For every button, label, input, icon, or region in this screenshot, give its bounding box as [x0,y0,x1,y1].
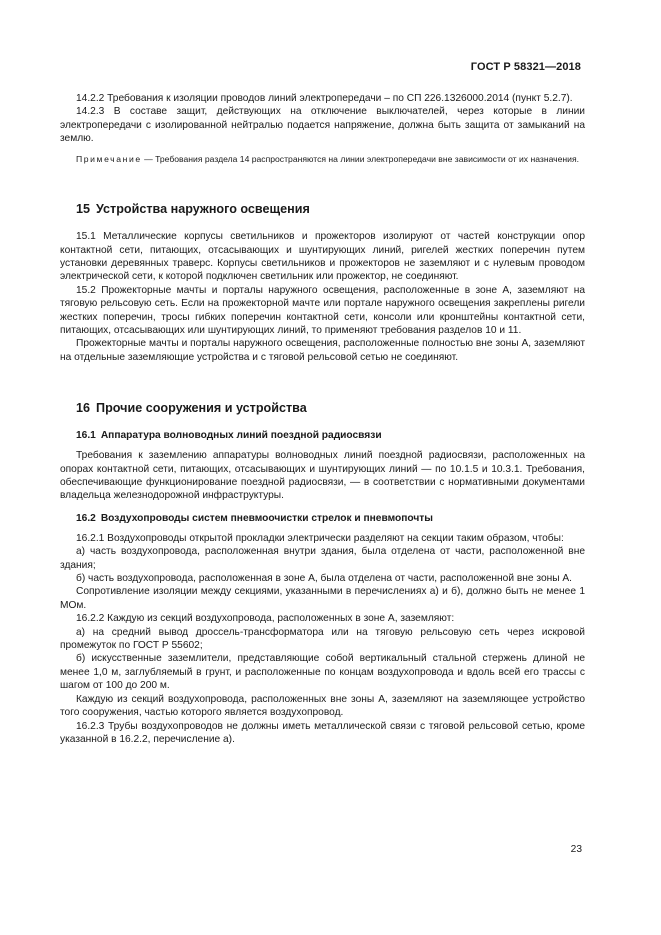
paragraph-outside-zone-a: Каждую из секций воздухопровода, расположенных вне зоны А, заземляют на заземляющее устройство того сооружения, частью которого является воздухопровод. [60,693,585,719]
list-item-16-2-1-a: а) часть воздухопровода, расположенная внутри здания, была отделена от части, расположенной вне здания; [60,546,585,571]
section-16-title: Прочие сооружения и устройства [96,401,307,416]
paragraph-15-2-cont: Прожекторные мачты и порталы наружного освещения, расположенные полностью вне зоны А, заземляют на отдельные заземляющие устройства и с тяговой рельсовой сетью не соединяют. [60,338,585,363]
paragraph-16-2-2: 16.2.2 Каждую из секций воздухопровода, расположенных в зоне А, заземляют: [76,613,455,625]
list-item-16-2-2-b: б) искусственные заземлители, представляющие собой вертикальный стальной стержень длиной не менее 1,0 м, заглубляемый в грунт, и расположенные по концам воздухопровода и вдоль всей его трассы с шагом от 100 до 200 м. [60,653,585,692]
paragraph-16-1: Требования к заземлению аппаратуры волноводных линий поездной радиосвязи, расположенных на опорах контактной сети, питающих, отсасывающих и шунтирующих линий — по 10.1.5 и 10.3.1. Требования, обеспечивающие функционирование поездной радиосвязи, — в соответствии с нормативными документами владельца железнодорожной инфраструктуры. [60,450,585,502]
paragraph-16-2-1: 16.2.1 Воздухопроводы открытой прокладки электрически разделяют на секции таким образом, чтобы: [76,532,564,544]
subsection-16-2-number: 16.2 [76,512,96,524]
section-16-heading [76,400,585,416]
paragraph-14-2-3: 14.2.3 В составе защит, действующих на отключение выключателей, через которые в линии электропередачи с изолированной нейтралью подается напряжение, должна быть защита от замыканий на землю. [60,106,585,145]
subsection-16-1-number: 16.1 [76,430,96,442]
section-16-number: 16 [76,401,91,416]
subsection-16-1-title: Аппаратура волноводных линий поездной радиосвязи [100,430,382,442]
section-15-number: 15 [76,202,91,217]
paragraph-insulation-resistance: Сопротивление изоляции между секциями, указанными в перечислениях а) и б), должно быть не менее 1 МОм. [60,586,585,611]
list-item-16-2-2-a: а) на средний вывод дроссель-трансформатора или на тяговую рельсовую сеть через искровой промежуток по ГОСТ Р 55602; [60,626,585,652]
page-number: 23 [570,844,582,855]
paragraph-14-2-2: 14.2.2 Требования к изоляции проводов линий электропередачи – по СП 226.1326000.2014 (пункт 5.2.7). [76,93,573,104]
paragraph-15-1: 15.1 Металлические корпусы светильников и прожекторов изолируют от частей конструкции опор контактной сети, питающих, отсасывающих и шунтирующих линий, ригелей жестких поперечин путем установки деревянных траверс. Корпусы светильников и прожекторов не заземляют и с нулевым проводом электрической сети, к которой подключен светильник или прожектор, не соединяют. [60,231,585,283]
note [60,154,585,166]
section-15-heading [76,201,585,217]
list-item-16-2-1-b: б) часть воздухопровода, расположенная в зоне А, была отделена от части, расположенной вне зоны А. [76,573,573,585]
subsection-16-1-heading [76,429,585,442]
paragraph-16-2-3: 16.2.3 Трубы воздухопроводов не должны иметь металлической связи с тяговой рельсовой сетью, кроме указанной в 16.2.2, перечисление а). [60,720,585,745]
subsection-16-2-heading [76,512,585,525]
subsection-16-2-title: Воздухопроводы систем пневмоочистки стрелок и пневмопочты [100,512,433,524]
paragraph-15-2: 15.2 Прожекторные мачты и порталы наружного освещения, расположенные в зоне А, заземляют на тяговую рельсовую сеть. Если на прожекторной мачте или портале наружного освещения закреплены ригели жестких поперечин, тросы гибких поперечин контактной сети, консоли или кронштейны контактной сети, питающих, отсасывающих или шунтирующих линий, то применяют требования разделов 10 и 11. [60,284,585,336]
note-text: — Требования раздела 14 распространяются на линии электропередачи вне зависимости от их назначения. [141,153,580,164]
page-content [60,92,585,746]
section-15-title: Устройства наружного освещения [96,202,310,217]
note-label: Примечание [76,153,142,164]
document-code: ГОСТ Р 58321—2018 [470,61,581,73]
